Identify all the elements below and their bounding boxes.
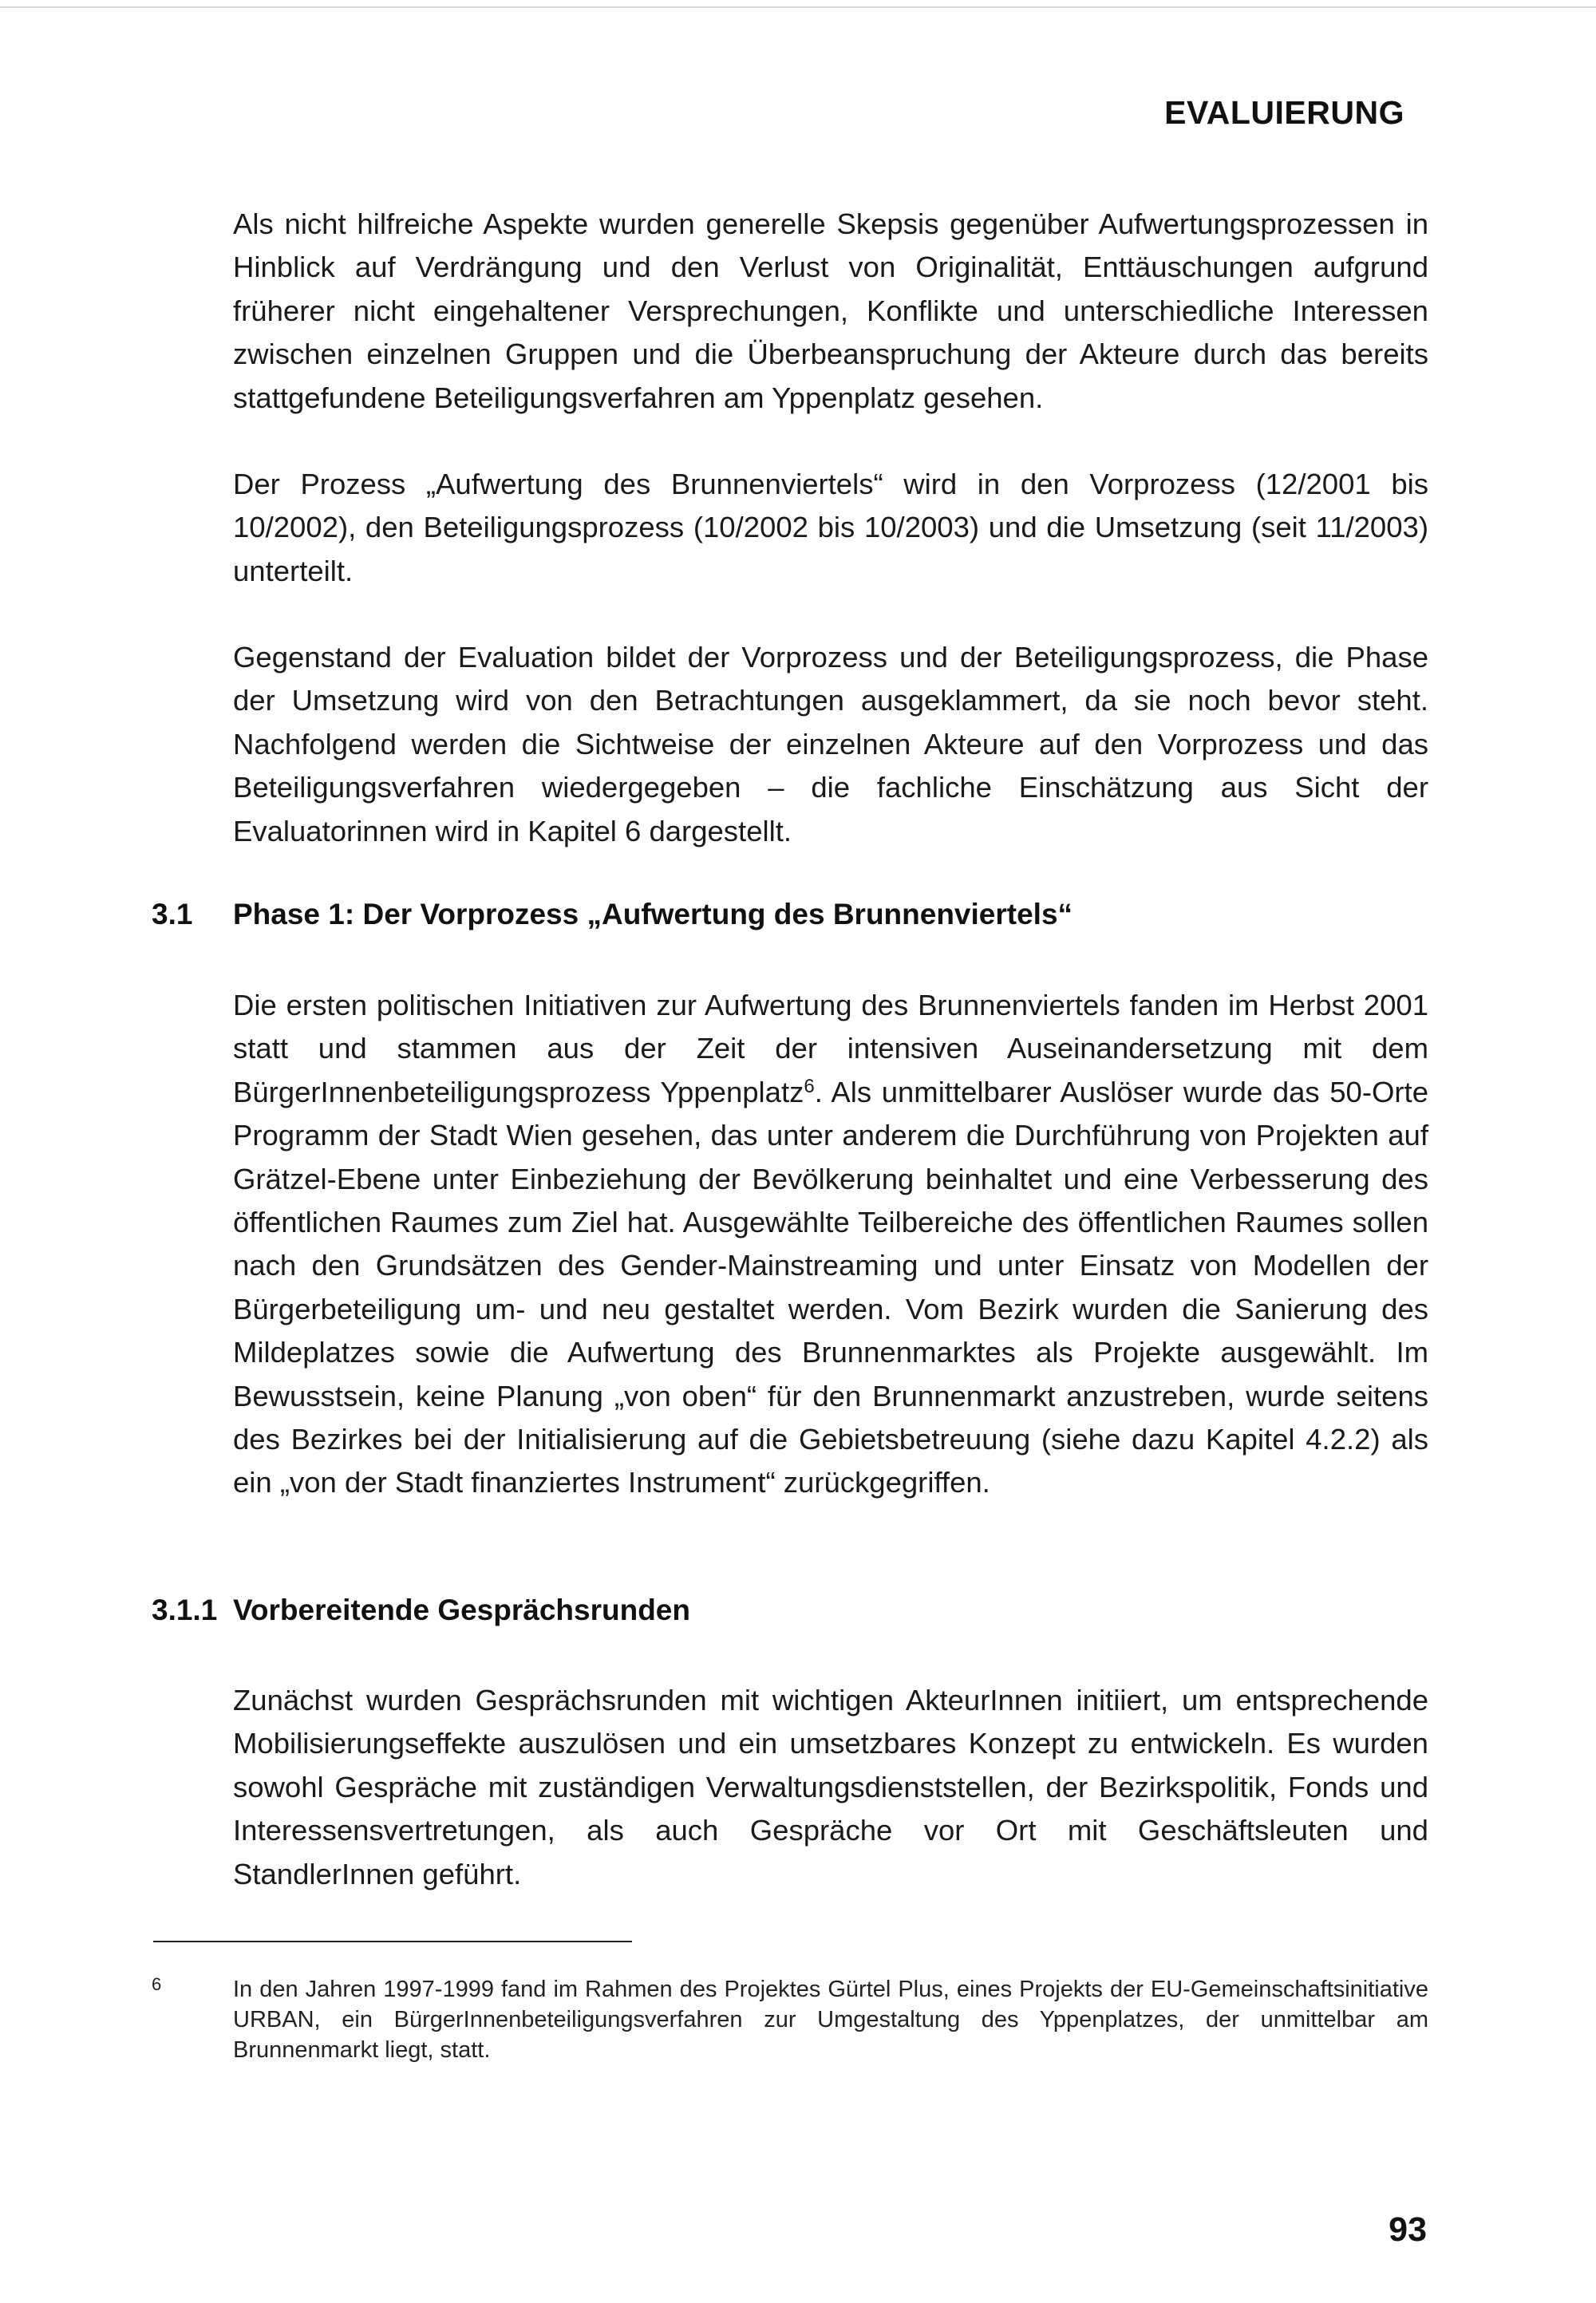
footnote-reference[interactable]: 6	[804, 1075, 815, 1097]
section-heading-3-1-1	[152, 1591, 690, 1629]
page-number: 93	[1389, 2210, 1427, 2249]
running-head: EVALUIERUNG	[1164, 94, 1404, 131]
paragraph-text-part: . Als unmittelbarer Auslöser wurde das 50-Orte Programm der Stadt Wien gesehen, das unter anderem die Durchführung von Projekten auf Grätzel-Ebene unter Einbeziehung der Bevölkerung beinhaltet und eine Verbesserung des öffentlichen Raumes zum Ziel hat. Ausgewählte Teilbereiche des öffentlichen Raumes sollen nach den Grundsätzen des Gender-Mainstreaming und unter Einsatz von Modellen der Bürgerbeteiligung um- und neu gestaltet werden. Vom Bezirk wurden die Sanierung des Mildeplatzes sowie die Aufwertung des Brunnenmarktes als Projekte ausgewählt. Im Bewusstsein, keine Planung „von oben“ für den Brunnenmarkt anzustreben, wurde seitens des Bezirkes bei der Initialisierung auf die Gebietsbetreuung (siehe dazu Kapitel 4.2.2) als ein „von der Stadt finanziertes Instrument“ zurückgegriffen.	[233, 1075, 1428, 1499]
section-title: Phase 1: Der Vorprozess „Aufwertung des Brunnenviertels“	[233, 898, 1073, 930]
section-heading-3-1	[152, 895, 1073, 934]
section-number: 3.1.1	[152, 1594, 218, 1626]
paragraph-nicht-hilfreiche-aspekte: Als nicht hilfreiche Aspekte wurden generelle Skepsis gegenüber Aufwertungsprozessen in Hinblick auf Verdrängung und den Verlust von Originalität, Enttäuschungen aufgrund früherer nicht eingehaltener Versprechungen, Konflikte und unterschiedliche Interessen zwischen einzelnen Gruppen und die Überbeanspruchung der Akteure durch das bereits stattgefundene Beteiligungsverfahren am Yppenplatz gesehen.	[233, 207, 1428, 414]
footnote-text: In den Jahren 1997-1999 fand im Rahmen des Projektes Gürtel Plus, eines Projekts der EU-Gemeinschaftsinitiative URBAN, ein BürgerInnenbeteiligungsverfahren zur Umgestaltung des Yppenplatzes, der unmittelbar am Brunnenmarkt liegt, statt.	[233, 1977, 1428, 2063]
paragraph-gegenstand-evaluation: Gegenstand der Evaluation bildet der Vorprozess und der Beteiligungsprozess, die Phase der Umsetzung wird von den Betrachtungen ausgeklammert, da sie noch bevor steht. Nachfolgend werden die Sichtweise der einzelnen Akteure auf den Vorprozess und das Beteiligungsverfahren wiedergegeben – die fachliche Einschätzung aus Sicht der Evaluatorinnen wird in Kapitel 6 dargestellt.	[233, 641, 1428, 847]
paragraph-gespraechsrunden: Zunächst wurden Gesprächsrunden mit wichtigen AkteurInnen initiiert, um entsprechende Mobilisierungseffekte auszulösen und ein umsetzbares Konzept zu entwickeln. Es wurden sowohl Gespräche mit zuständigen Verwaltungsdienststellen, der Bezirkspolitik, Fonds und Interessensvertretungen, als auch Gespräche vor Ort mit Geschäftsleuten und StandlerInnen geführt.	[233, 1684, 1428, 1890]
top-edge-rule	[0, 6, 1596, 8]
footnote-6	[152, 1974, 1428, 2065]
paragraph-prozess-phasen: Der Prozess „Aufwertung des Brunnenviertels“ wird in den Vorprozess (12/2001 bis 10/2002), den Beteiligungsprozess (10/2002 bis 10/2003) und die Umsetzung (seit 11/2003) unterteilt.	[233, 468, 1428, 587]
paragraph-text-part: Die ersten politischen Initiativen zur Aufwertung des Brunnenviertels fanden im Herbst 2001 statt und stammen aus der Zeit der intensiven Auseinandersetzung mit dem BürgerInnenbeteiligungsprozess Yppenplatz	[233, 989, 1428, 1108]
footnote-number: 6	[152, 1974, 162, 1994]
paragraph-politische-initiativen	[233, 984, 1428, 1505]
footnote-separator	[153, 1941, 632, 1942]
section-number: 3.1	[152, 898, 193, 930]
section-title: Vorbereitende Gesprächsrunden	[233, 1594, 690, 1626]
